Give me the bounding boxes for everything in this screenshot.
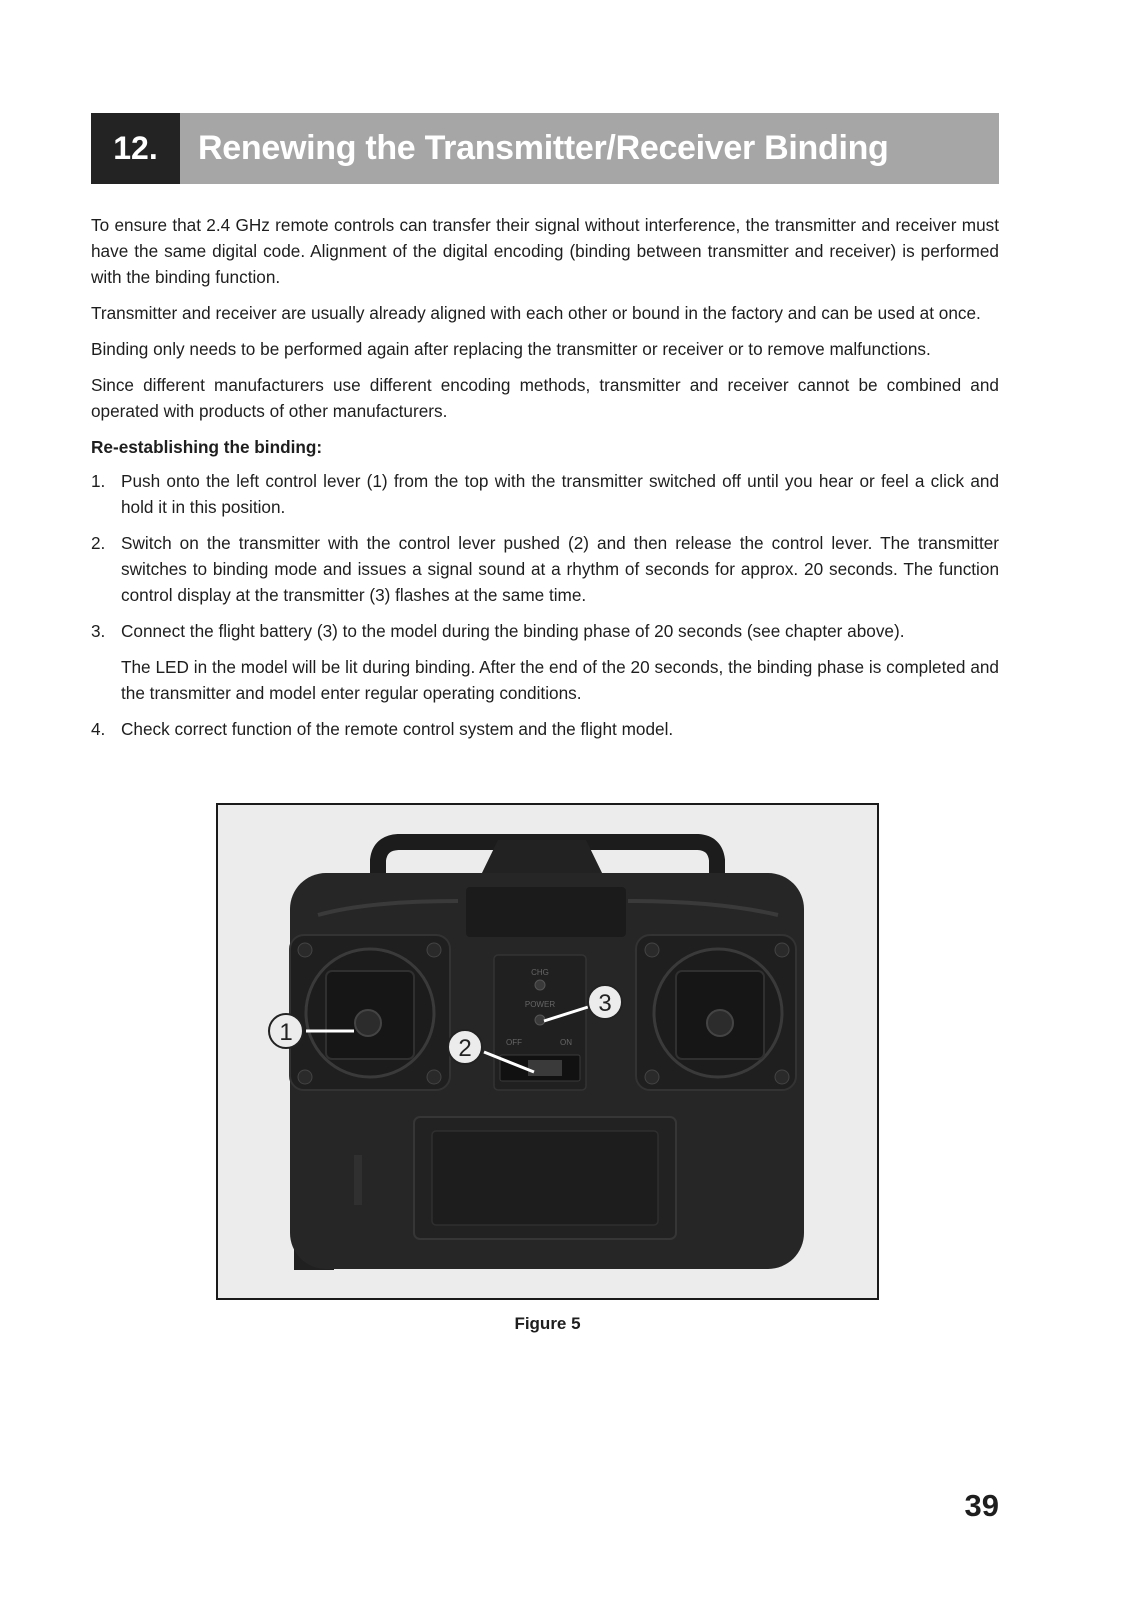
led-indicator xyxy=(535,1015,545,1025)
label-power: POWER xyxy=(524,1000,556,1009)
step-text: Connect the flight battery (3) to the model during the binding phase of 20 seconds (see chapter above). xyxy=(121,621,905,641)
subheading: Re-establishing the binding: xyxy=(91,437,323,457)
step-note: The LED in the model will be lit during binding. After the end of the 20 seconds, the binding phase is completed and the transmitter and model enter regular operating conditions. xyxy=(121,657,999,703)
step-item xyxy=(91,530,999,608)
step-number: 3. xyxy=(91,621,106,641)
paragraph-factory: Transmitter and receiver are usually already aligned with each other or bound in the factory and can be used at once. xyxy=(91,303,981,323)
callout-2: 2 xyxy=(458,1035,472,1062)
paragraph-manufacturers: Since different manufacturers use different encoding methods, transmitter and receiver cannot be combined and operated with products of other manufacturers. xyxy=(91,375,999,421)
body-text xyxy=(91,212,999,752)
steps-list xyxy=(91,468,999,742)
step-text: Push onto the left control lever (1) from the top with the transmitter switched off until you hear or feel a click and hold it in this position. xyxy=(121,471,999,517)
step-text: Switch on the transmitter with the control lever pushed (2) and then release the control lever. The transmitter switches to binding mode and issues a signal sound at a rhythm of seconds for approx. 20 seconds. The function control display at the transmitter (3) flashes at the same time. xyxy=(121,533,999,605)
callout-3: 3 xyxy=(598,990,612,1017)
figure-caption: Figure 5 xyxy=(514,1314,581,1333)
label-off: OFF xyxy=(506,1038,522,1047)
callout-1: 1 xyxy=(279,1019,293,1046)
label-chg: CHG xyxy=(531,968,549,977)
step-item xyxy=(91,618,999,706)
section-title: Renewing the Transmitter/Receiver Binding xyxy=(180,113,999,184)
step-number: 2. xyxy=(91,533,106,553)
step-item xyxy=(91,468,999,520)
step-text: Check correct function of the remote control system and the flight model. xyxy=(121,719,674,739)
step-number: 4. xyxy=(91,719,106,739)
step-item xyxy=(91,716,999,742)
step-number: 1. xyxy=(91,471,106,491)
page-number: 39 xyxy=(964,1488,999,1523)
label-on: ON xyxy=(560,1038,572,1047)
transmitter-photo xyxy=(216,803,879,1300)
section-number: 12. xyxy=(91,113,180,184)
section-header xyxy=(91,113,999,184)
paragraph-rebind: Binding only needs to be performed again after replacing the transmitter or receiver or to remove malfunctions. xyxy=(91,339,931,359)
paragraph-intro: To ensure that 2.4 GHz remote controls can transfer their signal without interference, the transmitter and receiver must have the same digital code. Alignment of the digital encoding (binding between transmitter and receiver) is performed with the binding function. xyxy=(91,215,999,287)
